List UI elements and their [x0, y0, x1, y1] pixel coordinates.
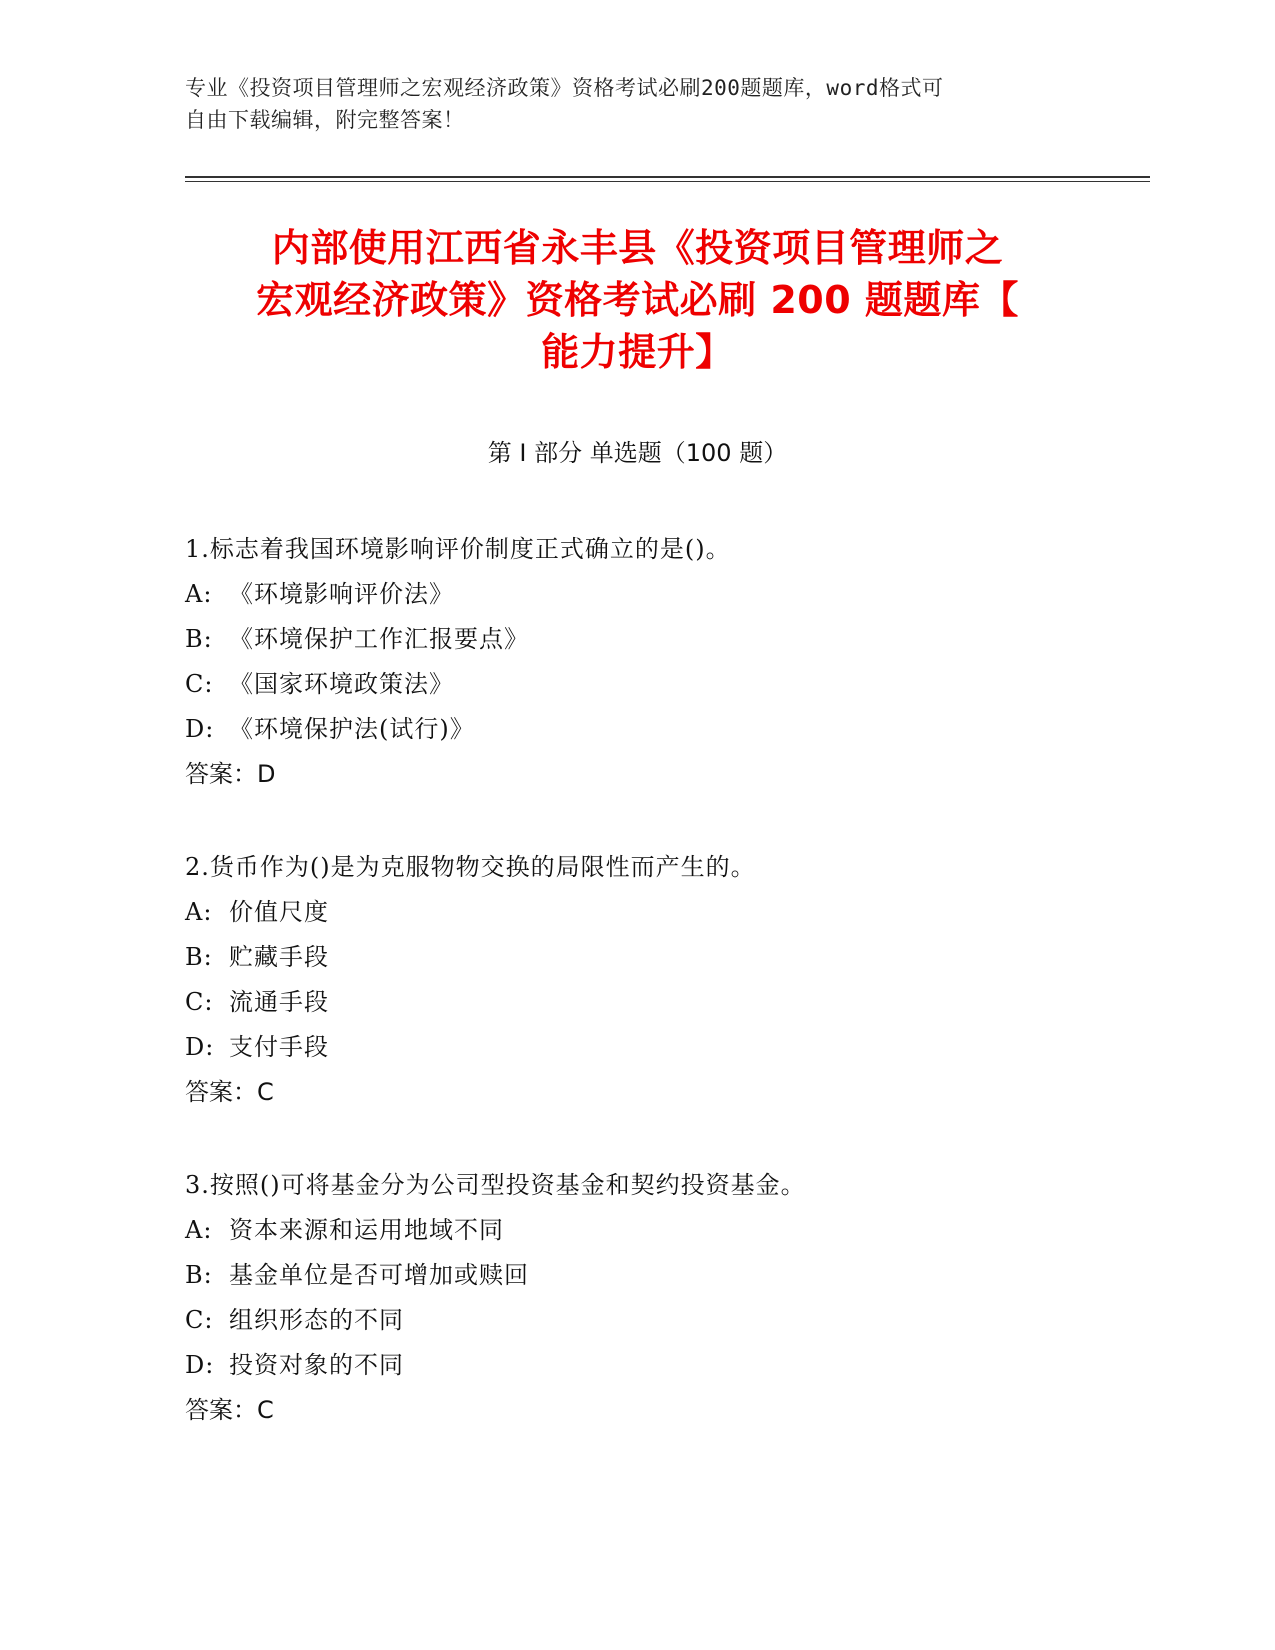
document-title: [185, 222, 1090, 378]
option-a: [185, 890, 1085, 935]
option-letter: D:: [185, 715, 215, 743]
option-text: 《环境保护工作汇报要点》: [229, 625, 529, 653]
option-text: 支付手段: [229, 1033, 329, 1061]
question-stem: 2.货币作为()是为克服物物交换的局限性而产生的。: [185, 853, 756, 881]
option-text: 《环境保护法(试行)》: [229, 715, 475, 743]
question-2: [185, 845, 1085, 1115]
option-text: 《国家环境政策法》: [229, 670, 454, 698]
option-a: [185, 1208, 1085, 1253]
option-letter: D:: [185, 1033, 215, 1061]
option-text: 价值尺度: [229, 898, 329, 926]
option-letter: A:: [185, 1216, 213, 1244]
question-stem: 1.标志着我国环境影响评价制度正式确立的是()。: [185, 535, 731, 563]
option-a: [185, 572, 1085, 617]
question-3: [185, 1163, 1085, 1433]
answer-line: 答案：C: [185, 1078, 274, 1106]
option-letter: C:: [185, 1306, 214, 1334]
header-note-line-1: 专业《投资项目管理师之宏观经济政策》资格考试必刷200题题库，word格式可: [185, 76, 944, 100]
header-divider-thick: [185, 176, 1150, 178]
option-letter: A:: [185, 898, 213, 926]
header-divider-thin: [185, 181, 1150, 182]
question-1: [185, 527, 1085, 797]
option-letter: D:: [185, 1351, 215, 1379]
option-c: [185, 662, 1085, 707]
option-letter: B:: [185, 625, 213, 653]
option-c: [185, 980, 1085, 1025]
option-text: 基金单位是否可增加或赎回: [229, 1261, 529, 1289]
option-letter: C:: [185, 670, 214, 698]
option-text: 投资对象的不同: [229, 1351, 404, 1379]
option-d: [185, 1025, 1085, 1070]
document-title-line-2: 宏观经济政策》资格考试必刷 200 题题库【: [256, 278, 1019, 322]
option-text: 贮藏手段: [229, 943, 329, 971]
option-text: 流通手段: [229, 988, 329, 1016]
document-title-line-1: 内部使用江西省永丰县《投资项目管理师之: [271, 226, 1004, 270]
header-note-line-2: 自由下载编辑，附完整答案！: [185, 108, 465, 132]
option-d: [185, 1343, 1085, 1388]
option-b: [185, 935, 1085, 980]
option-b: [185, 617, 1085, 662]
answer-line: 答案：C: [185, 1396, 274, 1424]
option-text: 资本来源和运用地域不同: [229, 1216, 504, 1244]
document-title-line-3: 能力提升】: [541, 330, 734, 374]
answer-line: 答案：D: [185, 760, 276, 788]
option-letter: A:: [185, 580, 213, 608]
option-d: [185, 707, 1085, 752]
option-letter: B:: [185, 1261, 213, 1289]
option-letter: C:: [185, 988, 214, 1016]
option-b: [185, 1253, 1085, 1298]
section-heading: 第 I 部分 单选题（100 题）: [487, 439, 788, 467]
option-text: 《环境影响评价法》: [229, 580, 454, 608]
header-note: [185, 72, 1085, 136]
question-stem: 3.按照()可将基金分为公司型投资基金和契约投资基金。: [185, 1171, 806, 1199]
option-c: [185, 1298, 1085, 1343]
option-text: 组织形态的不同: [229, 1306, 404, 1334]
option-letter: B:: [185, 943, 213, 971]
